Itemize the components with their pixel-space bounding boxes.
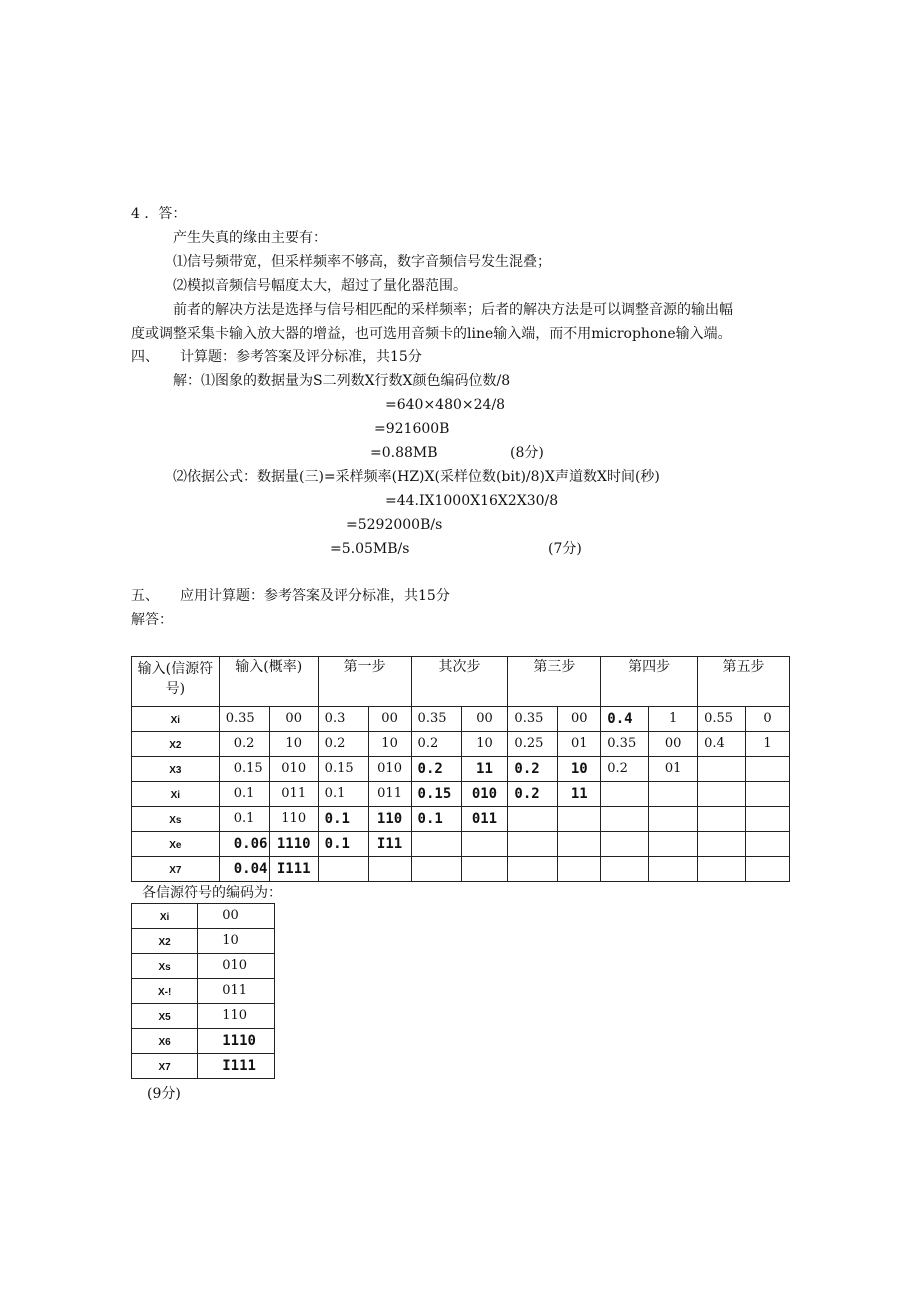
code-label: 各信源符号的编码为： (142, 885, 282, 901)
probability-cell (411, 857, 461, 882)
code-cell: 00 (461, 707, 508, 732)
code-cell (746, 832, 790, 857)
code-cell: 010 (461, 782, 508, 807)
code-cell: 110 (368, 807, 411, 832)
code-cell: 10 (269, 732, 318, 757)
code-row (132, 954, 275, 979)
calc-1-score: (8分) (510, 445, 544, 461)
code-cell: 011 (461, 807, 508, 832)
code-cell: 01 (558, 732, 601, 757)
table-row (132, 732, 790, 757)
code-cell (746, 857, 790, 882)
calc-1-line-4: =0.88MB (370, 445, 438, 461)
code-cell: I11 (368, 832, 411, 857)
probability-cell: 0.2 (508, 757, 558, 782)
probability-cell: 0.15 (318, 757, 368, 782)
source-symbol: X3 (132, 757, 220, 782)
code-cell (649, 857, 698, 882)
header-step-1: 第一步 (318, 657, 411, 707)
probability-cell: 0.2 (411, 732, 461, 757)
probability-cell: 0.2 (601, 757, 649, 782)
code-cell (649, 782, 698, 807)
header-input-prob: 输入(概率) (219, 657, 318, 707)
code-cell: 11 (558, 782, 601, 807)
code-value: 011 (198, 979, 275, 1004)
q4-reason-2: ⑵模拟音频信号幅度太大，超过了量化器范围。 (173, 278, 467, 294)
code-symbol: Xs (132, 954, 198, 979)
table-row (132, 857, 790, 882)
probability-cell: 0.15 (411, 782, 461, 807)
code-cell (461, 832, 508, 857)
code-cell: 110 (269, 807, 318, 832)
calc-2-line-2: =44.IX1000X16X2X30/8 (385, 493, 559, 509)
code-cell (558, 832, 601, 857)
code-value: 10 (198, 929, 275, 954)
probability-cell: 0.3 (318, 707, 368, 732)
source-symbol: Xe (132, 832, 220, 857)
code-cell: 11 (461, 757, 508, 782)
calc-1-line-3: =921600B (374, 421, 450, 437)
header-step-2: 其次步 (411, 657, 508, 707)
code-cell (746, 782, 790, 807)
probability-cell: 0.55 (698, 707, 746, 732)
source-symbol: X2 (132, 732, 220, 757)
probability-cell: 0.35 (219, 707, 269, 732)
probability-cell (698, 807, 746, 832)
probability-cell: 0.1 (318, 782, 368, 807)
probability-cell (601, 832, 649, 857)
table-row (132, 707, 790, 732)
q4-solution-line-2: 度或调整采集卡输入放大器的增益，也可选用音频卡的line输入端，而不用microphone输入端。 (131, 326, 732, 342)
code-cell (649, 807, 698, 832)
code-row (132, 929, 275, 954)
probability-cell: 0.1 (219, 782, 269, 807)
source-symbol: Xi (132, 782, 220, 807)
code-cell: 10 (558, 757, 601, 782)
code-cell: 00 (649, 732, 698, 757)
calc-2-score: (7分) (548, 541, 582, 557)
source-symbol: Xi (132, 707, 220, 732)
probability-cell: 0.1 (318, 807, 368, 832)
calc-2-line-3: =5292000B/s (346, 517, 443, 533)
header-step-5: 第五步 (698, 657, 790, 707)
probability-cell (698, 832, 746, 857)
code-row (132, 979, 275, 1004)
probability-cell: 0.15 (219, 757, 269, 782)
probability-cell (698, 857, 746, 882)
code-value: I111 (198, 1054, 275, 1079)
probability-cell: 0.25 (508, 732, 558, 757)
calc-2-line-1: ⑵依据公式：数据量(三)=采样频率(HZ)X(采样位数(bit)/8)X声道数X时间(秒) (173, 469, 660, 485)
code-cell (461, 857, 508, 882)
code-cell (649, 832, 698, 857)
probability-cell: 0.4 (698, 732, 746, 757)
probability-cell (698, 782, 746, 807)
q4-solution-line-1: 前者的解决方法是选择与信号相匹配的采样频率；后者的解决方法是可以调整音源的输出幅 (173, 302, 733, 318)
q4-heading: 4 ．答： (131, 206, 187, 222)
code-symbol: X-! (132, 979, 198, 1004)
probability-cell: 0.1 (411, 807, 461, 832)
code-value: 00 (198, 904, 275, 929)
code-value: 010 (198, 954, 275, 979)
source-symbol: X7 (132, 857, 220, 882)
code-cell: 01 (649, 757, 698, 782)
calc-2-line-4: =5.05MB/s (330, 541, 410, 557)
calc-1-line-2: =640×480×24/8 (385, 397, 506, 413)
code-symbol: Xi (132, 904, 198, 929)
source-symbol: Xs (132, 807, 220, 832)
probability-cell: 0.2 (318, 732, 368, 757)
probability-cell (508, 857, 558, 882)
code-row (132, 1054, 275, 1079)
code-symbol: X2 (132, 929, 198, 954)
code-value: 1110 (198, 1029, 275, 1054)
code-cell: 1 (649, 707, 698, 732)
section-5-title: 五、 应用计算题：参考答案及评分标准，共15分 (131, 588, 450, 604)
probability-cell: 0.1 (318, 832, 368, 857)
q4-reason-1: ⑴信号频带宽，但采样频率不够高，数字音频信号发生混叠； (173, 254, 551, 270)
code-table (131, 903, 275, 1079)
code-cell (558, 807, 601, 832)
code-symbol: X7 (132, 1054, 198, 1079)
probability-cell: 0.06 (219, 832, 269, 857)
code-cell (368, 857, 411, 882)
probability-cell: 0.2 (219, 732, 269, 757)
code-cell: 0 (746, 707, 790, 732)
code-cell: I111 (269, 857, 318, 882)
header-step-3: 第三步 (508, 657, 601, 707)
code-cell (746, 807, 790, 832)
q4-intro: 产生失真的缘由主要有： (173, 230, 327, 246)
probability-cell (698, 757, 746, 782)
code-symbol: X5 (132, 1004, 198, 1029)
header-step-4: 第四步 (601, 657, 698, 707)
code-cell: 00 (558, 707, 601, 732)
probability-cell: 0.35 (601, 732, 649, 757)
table-header-row (132, 657, 790, 707)
code-cell: 1 (746, 732, 790, 757)
probability-cell (601, 857, 649, 882)
table-row (132, 832, 790, 857)
code-cell: 00 (269, 707, 318, 732)
section-4-title: 四、 计算题：参考答案及评分标准，共15分 (131, 349, 422, 365)
code-cell: 1110 (269, 832, 318, 857)
probability-cell (411, 832, 461, 857)
probability-cell (318, 857, 368, 882)
probability-cell: 0.4 (601, 707, 649, 732)
section-5-score: (9分) (147, 1086, 181, 1102)
huffman-table (131, 656, 790, 882)
code-cell: 011 (368, 782, 411, 807)
table-row (132, 807, 790, 832)
table-row (132, 782, 790, 807)
code-cell (558, 857, 601, 882)
probability-cell (601, 782, 649, 807)
probability-cell: 0.2 (411, 757, 461, 782)
code-row (132, 1029, 275, 1054)
table-row (132, 757, 790, 782)
code-symbol: X6 (132, 1029, 198, 1054)
probability-cell: 0.35 (411, 707, 461, 732)
code-value: 110 (198, 1004, 275, 1029)
probability-cell (601, 807, 649, 832)
header-input-symbol: 输入(信源符号) (132, 657, 220, 707)
code-cell (746, 757, 790, 782)
code-cell: 011 (269, 782, 318, 807)
code-cell: 010 (269, 757, 318, 782)
code-cell: 10 (368, 732, 411, 757)
probability-cell: 0.2 (508, 782, 558, 807)
probability-cell (508, 832, 558, 857)
probability-cell: 0.1 (219, 807, 269, 832)
code-cell: 10 (461, 732, 508, 757)
calc-1-line-1: 解：⑴图象的数据量为S二列数X行数X颜色编码位数/8 (173, 373, 511, 389)
code-cell: 010 (368, 757, 411, 782)
probability-cell: 0.04 (219, 857, 269, 882)
code-row (132, 1004, 275, 1029)
probability-cell: 0.35 (508, 707, 558, 732)
code-cell: 00 (368, 707, 411, 732)
code-row (132, 904, 275, 929)
probability-cell (508, 807, 558, 832)
answer-label: 解答： (131, 612, 173, 628)
